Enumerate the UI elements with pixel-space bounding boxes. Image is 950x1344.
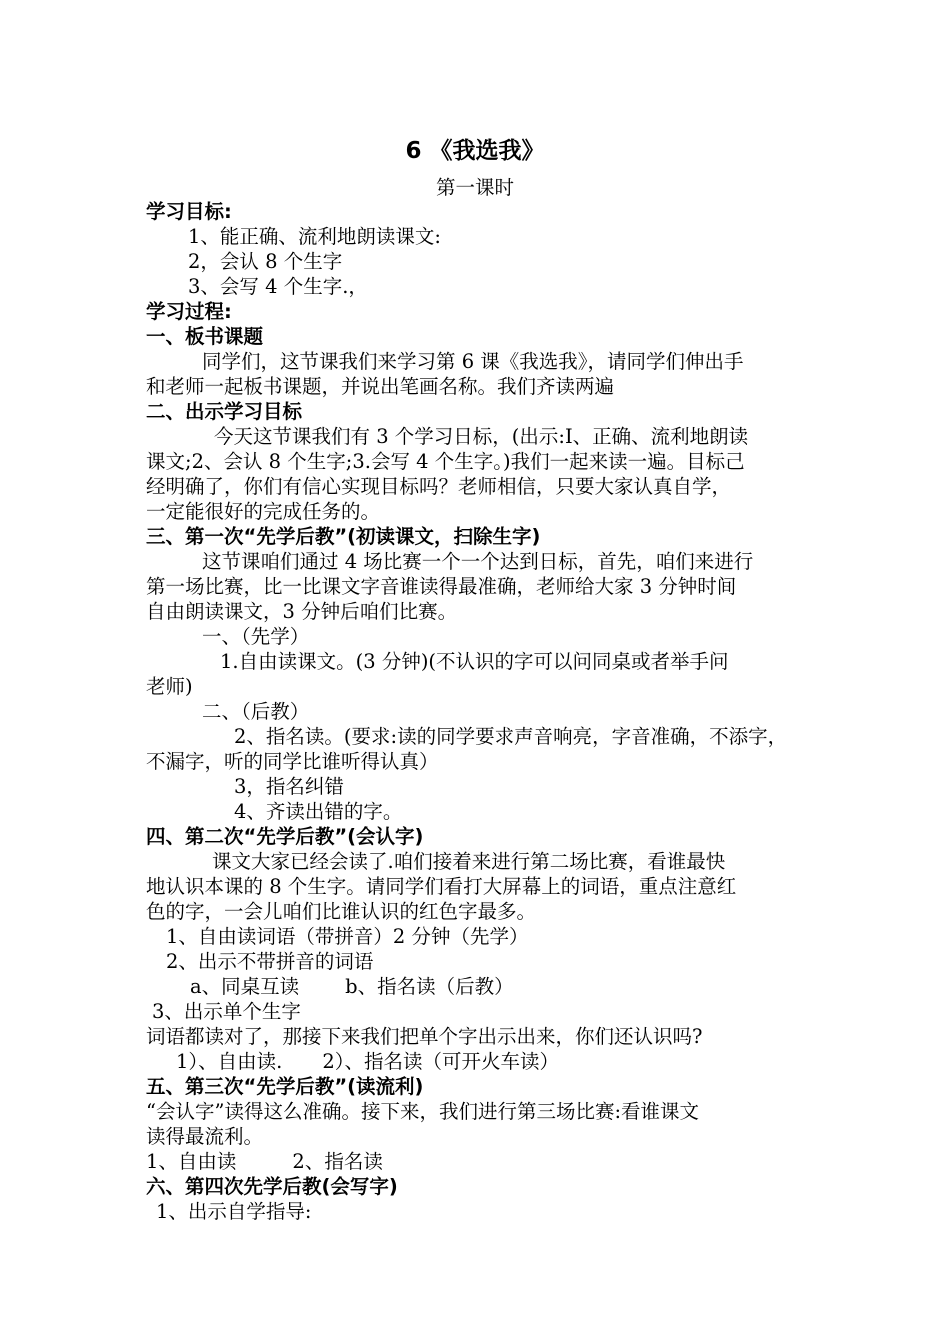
paragraph-line: 色的字，一会儿咱们比谁认识的红色字最多。 [146,900,537,923]
list-item: 3，指名纠错 [234,775,344,798]
list-subitem: a、同桌互读 [190,975,300,998]
section-heading: 三、第一次“先学后教”(初读课文，扫除生字) [146,525,541,548]
list-subitem: b、指名读（后教） [345,975,514,998]
paragraph-line: 老师) [146,675,193,698]
section-heading: 一、板书课题 [146,325,264,348]
paragraph-line: 第一场比赛，比一比课文字音谁读得最准确，老师给大家 3 分钟时间 [146,575,737,598]
paragraph-line: 课文大家已经会读了.咱们接着来进行第二场比赛，看谁最快 [212,850,726,873]
list-subitem: 1、自由读 [146,1150,237,1173]
list-item: 3、出示单个生字 [152,1000,301,1023]
sub-heading: 一、（先学） [202,625,310,648]
goal-item: 1、能正确、流利地朗读课文: [188,225,441,248]
sub-heading: 二、（后教） [202,700,310,723]
paragraph-line: 和老师一起板书课题，并说出笔画名称。我们齐读两遍 [146,375,615,398]
paragraph-line: 读得最流利。 [146,1125,264,1148]
paragraph-line: 不漏字，听的同学比谁听得认真） [146,750,439,773]
paragraph-line: 课文;2、会认 8 个生字;3.会写 4 个生字。)我们一起来读一遍。目标己 [146,450,745,473]
list-item [146,1150,826,1174]
paragraph-line: 经明确了，你们有信心实现目标吗？老师相信，只要大家认真自学， [146,475,732,498]
paragraph-line: 词语都读对了，那接下来我们把单个字出示出来，你们还认识吗? [146,1025,703,1048]
paragraph-line: 今天这节课我们有 3 个学习日标，(出示:I、正确、流利地朗读 [214,425,749,448]
list-subitem: 2）、指名读（可开火车读） [322,1050,560,1073]
process-heading: 学习过程: [146,300,232,323]
paragraph-line: 1.自由读课文。(3 分钟)(不认识的字可以问同桌或者举手问 [220,650,729,673]
goals-heading: 学习目标: [146,200,232,223]
paragraph-line: 这节课咱们通过 4 场比赛一个一个达到日标，首先，咱们来进行 [202,550,754,573]
paragraph-line: 2、指名读。(要求:读的同学要求声音响亮，字音准确，不添字， [234,725,788,748]
list-item: 1、自由读词语（带拼音）2 分钟（先学） [166,925,529,948]
goal-item: 3、会写 4 个生字.， [188,275,368,298]
section-heading: 四、第二次“先学后教”(会认字) [146,825,424,848]
section-heading: 二、出示学习目标 [146,400,303,423]
paragraph-line: “会认字”读得这么准确。接下来，我们进行第三场比赛:看谁课文 [146,1100,700,1123]
section-heading: 五、第三次“先学后教”(读流利) [146,1075,424,1098]
page-subtitle: 第一课时 [435,176,514,199]
list-subitem: 2、指名读 [292,1150,383,1173]
list-item: 1、出示自学指导: [156,1200,312,1223]
paragraph-line: 一定能很好的完成任务的。 [146,500,381,523]
goal-item: 2，会认 8 个生字 [188,250,343,273]
list-item: 2、出示不带拼音的词语 [166,950,374,973]
paragraph-line: 地认识本课的 8 个生字。请同学们看打大屏幕上的词语，重点注意红 [146,875,737,898]
page-title: 6 《我选我》 [405,138,545,164]
section-heading: 六、第四次先学后教(会写字) [146,1175,398,1198]
paragraph-line: 自由朗读课文，3 分钟后咱们比赛。 [146,600,458,623]
list-item [190,975,870,999]
list-item: 4、齐读出错的字。 [234,800,403,823]
list-item [176,1050,856,1074]
paragraph-line: 同学们，这节课我们来学习第 6 课《我选我》，请同学们伸出手 [202,350,744,373]
list-subitem: 1）、自由读. [176,1050,283,1073]
